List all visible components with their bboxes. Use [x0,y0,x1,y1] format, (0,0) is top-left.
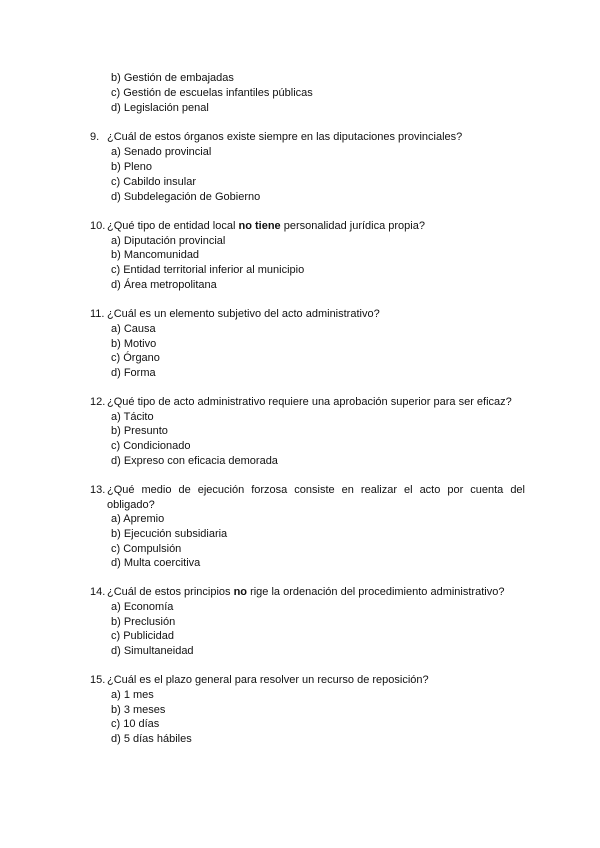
option: d) Expreso con eficacia demorada [111,455,278,467]
option: a) Causa [111,323,156,335]
option: a) Apremio [111,513,165,525]
emphasis: no tiene [238,220,281,232]
question-number: 9. [90,131,100,143]
option: b) Presunto [111,425,168,437]
option: c) Publicidad [111,630,174,642]
option: a) 1 mes [111,689,154,701]
option: b) Ejecución subsidiaria [111,528,228,540]
option: b) Motivo [111,338,157,350]
option: b) Pleno [111,161,152,173]
option: d) 5 días hábiles [111,733,192,745]
question-number: 11. [90,308,105,320]
option: d) Forma [111,367,156,379]
option: a) Senado provincial [111,146,212,158]
option: c) Órgano [111,352,160,364]
option: c) Cabildo insular [111,176,196,188]
option: d) Subdelegación de Gobierno [111,191,261,203]
option: a) Diputación provincial [111,235,226,247]
question-text: ¿Cuál de estos órganos existe siempre en las diputaciones provinciales? [107,131,463,143]
option: b) Mancomunidad [111,249,200,261]
question-number: 12. [90,396,106,408]
question-text-continued: obligado? [107,499,155,511]
question-number: 15. [90,674,106,686]
question-number: 14. [90,586,106,598]
option: d) Multa coercitiva [111,557,201,569]
option: a) Tácito [111,411,154,423]
option: a) Economía [111,601,174,613]
question-text: ¿Qué medio de ejecución forzosa consiste en realizar el acto por cuenta del [107,484,525,496]
question-number: 13. [90,484,106,496]
question-text: ¿Qué tipo de entidad local no tiene personalidad jurídica propia? [107,220,425,232]
question-text: ¿Qué tipo de acto administrativo requiere una aprobación superior para ser eficaz? [107,396,512,408]
question-text: ¿Cuál es el plazo general para resolver un recurso de reposición? [107,674,429,686]
option: b) Gestión de embajadas [111,72,234,84]
option: d) Área metropolitana [111,279,217,291]
question-text: ¿Cuál es un elemento subjetivo del acto administrativo? [107,308,380,320]
option: d) Simultaneidad [111,645,194,657]
emphasis: no [233,586,248,598]
option: b) 3 meses [111,704,166,716]
option: c) Condicionado [111,440,191,452]
option: d) Legislación penal [111,102,209,114]
option: c) 10 días [111,718,160,730]
option: c) Compulsión [111,543,182,555]
option: b) Preclusión [111,616,176,628]
option: c) Entidad territorial inferior al municipio [111,264,305,276]
question-text: ¿Cuál de estos principios no rige la ordenación del procedimiento administrativo? [107,586,505,598]
option: c) Gestión de escuelas infantiles públicas [111,87,313,99]
question-number: 10. [90,220,106,232]
